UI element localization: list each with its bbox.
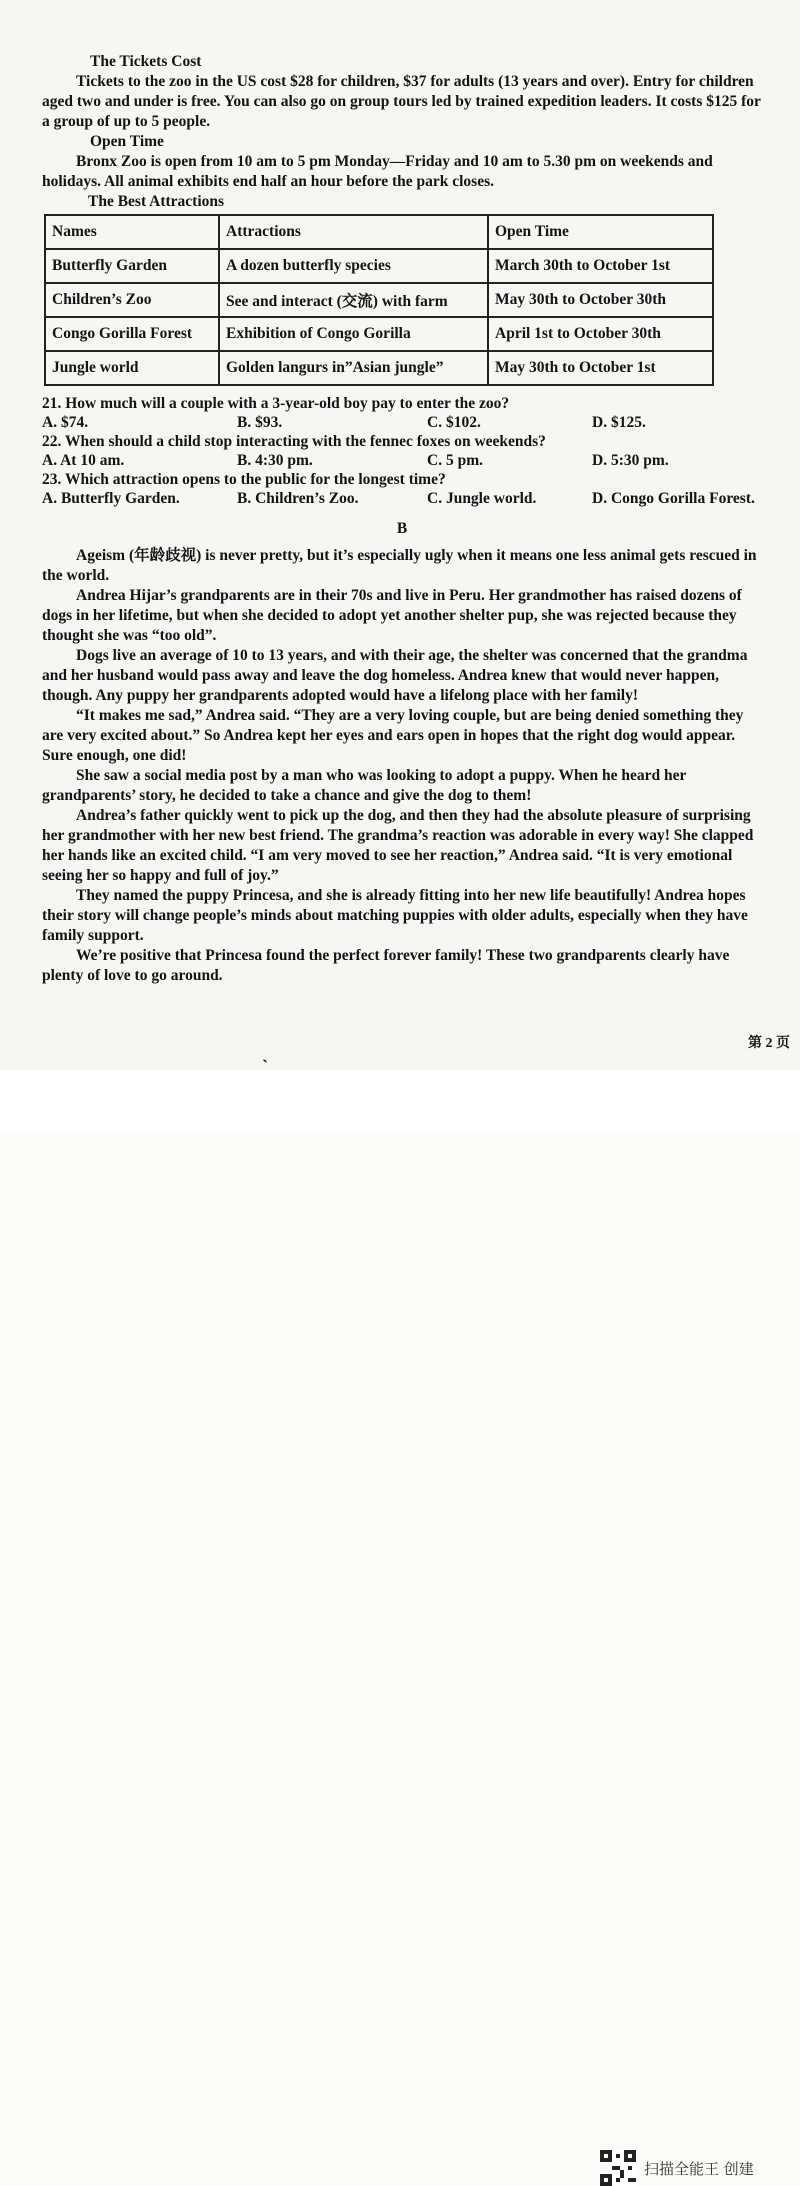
exam-page bbox=[0, 0, 800, 1070]
open-time-heading: Open Time bbox=[90, 133, 164, 150]
question-stem: 23. Which attraction opens to the public for the longest time? bbox=[42, 471, 446, 488]
page-content bbox=[42, 52, 762, 986]
question-stem: 22. When should a child stop interacting with the fennec foxes on weekends? bbox=[42, 433, 546, 450]
cell-attraction: A dozen butterfly species bbox=[219, 249, 488, 283]
table-row bbox=[45, 351, 713, 385]
question-options bbox=[42, 413, 762, 432]
attractions-table bbox=[44, 214, 714, 386]
option-a: A. Butterfly Garden. bbox=[42, 490, 180, 507]
scanner-footer bbox=[0, 1070, 800, 2178]
option-a: A. $74. bbox=[42, 414, 89, 431]
question-options bbox=[42, 451, 762, 470]
cell-open-time: May 30th to October 1st bbox=[488, 351, 713, 385]
header-open-time: Open Time bbox=[488, 215, 713, 249]
cell-open-time: May 30th to October 30th bbox=[488, 283, 713, 317]
paragraph: Andrea Hijar’s grandparents are in their 70s and live in Peru. Her grandmother has raised dozens of dogs in her lifetime, but when she decided to adopt yet another shelter pup, she was rejected because they thought she was “too old”. bbox=[42, 587, 742, 644]
question-22 bbox=[42, 432, 762, 470]
page-number: 第 2 页 bbox=[748, 1036, 790, 1051]
cell-name: Congo Gorilla Forest bbox=[45, 317, 219, 351]
paragraph: Dogs live an average of 10 to 13 years, and with their age, the shelter was concerned that the grandma and her husband would pass away and leave the dog homeless. Andrea knew that would never happen, though. Any puppy her grandparents adopted would have a lifelong place with her family! bbox=[42, 647, 748, 704]
cell-open-time: March 30th to October 1st bbox=[488, 249, 713, 283]
option-b: B. Children’s Zoo. bbox=[237, 490, 359, 507]
table-row bbox=[45, 317, 713, 351]
option-d: D. 5:30 pm. bbox=[592, 452, 669, 469]
section-b-label: B bbox=[396, 520, 408, 537]
option-b: B. $93. bbox=[237, 414, 283, 431]
option-c: C. $102. bbox=[427, 414, 481, 431]
cell-open-time: April 1st to October 30th bbox=[488, 317, 713, 351]
cell-name: Children’s Zoo bbox=[45, 283, 219, 317]
option-d: D. Congo Gorilla Forest. bbox=[592, 490, 755, 507]
cell-name: Butterfly Garden bbox=[45, 249, 219, 283]
tickets-heading: The Tickets Cost bbox=[90, 53, 202, 70]
table-header-row bbox=[45, 215, 713, 249]
pen-mark: ˴ bbox=[262, 1048, 268, 1068]
question-23 bbox=[42, 470, 762, 508]
header-attractions: Attractions bbox=[219, 215, 488, 249]
section-b-passage bbox=[42, 546, 762, 986]
paragraph: Ageism (年龄歧视) is never pretty, but it’s especially ugly when it means one less animal gets rescued in the world. bbox=[42, 547, 757, 584]
option-c: C. 5 pm. bbox=[427, 452, 483, 469]
paragraph: “It makes me sad,” Andrea said. “They are a very loving couple, but are being denied something they are very excited about.” So Andrea kept her eyes and ears open in hopes that the right dog would appear. Sure enough, one did! bbox=[42, 707, 744, 764]
cell-attraction: Exhibition of Congo Gorilla bbox=[219, 317, 488, 351]
question-options bbox=[42, 489, 762, 508]
table-row bbox=[45, 249, 713, 283]
option-c: C. Jungle world. bbox=[427, 490, 537, 507]
qr-code-icon bbox=[600, 2150, 636, 2186]
question-21 bbox=[42, 394, 762, 432]
paragraph: We’re positive that Princesa found the perfect forever family! These two grandparents clearly have plenty of love to go around. bbox=[42, 947, 730, 984]
cell-name: Jungle world bbox=[45, 351, 219, 385]
open-time-text: Bronx Zoo is open from 10 am to 5 pm Monday—Friday and 10 am to 5.30 pm on weekends and holidays. All animal exhibits end half an hour before the park closes. bbox=[42, 153, 713, 190]
cell-attraction: See and interact (交流) with farm bbox=[219, 283, 488, 317]
tickets-text: Tickets to the zoo in the US cost $28 for children, $37 for adults (13 years and over). Entry for children aged two and under is free. You can also go on group tours led by trained expedition leaders. It costs $125 for a group of up to 5 people. bbox=[42, 73, 761, 130]
question-stem: 21. How much will a couple with a 3-year-old boy pay to enter the zoo? bbox=[42, 395, 510, 412]
option-d: D. $125. bbox=[592, 414, 646, 431]
attractions-heading: The Best Attractions bbox=[88, 193, 225, 210]
option-b: B. 4:30 pm. bbox=[237, 452, 313, 469]
paragraph: Andrea’s father quickly went to pick up the dog, and then they had the absolute pleasure of surprising her grandmother with her new best friend. The grandma’s reaction was adorable in every way! She clapped her hands like an excited child. “I am very moved to see her reaction,” Andrea said. “It is very emotional seeing her so happy and full of joy.” bbox=[42, 807, 754, 884]
paragraph: They named the puppy Princesa, and she is already fitting into her new life beautifully! Andrea hopes their story will change people’s minds about matching puppies with older adults, especially when they have family support. bbox=[42, 887, 748, 944]
option-a: A. At 10 am. bbox=[42, 452, 125, 469]
paragraph: She saw a social media post by a man who was looking to adopt a puppy. When he heard her grandparents’ story, he decided to take a chance and give the dog to them! bbox=[42, 767, 687, 804]
header-names: Names bbox=[45, 215, 219, 249]
cell-attraction: Golden langurs in”Asian jungle” bbox=[219, 351, 488, 385]
scanner-label: 扫描全能王 创建 bbox=[644, 2160, 754, 2178]
table-row bbox=[45, 283, 713, 317]
